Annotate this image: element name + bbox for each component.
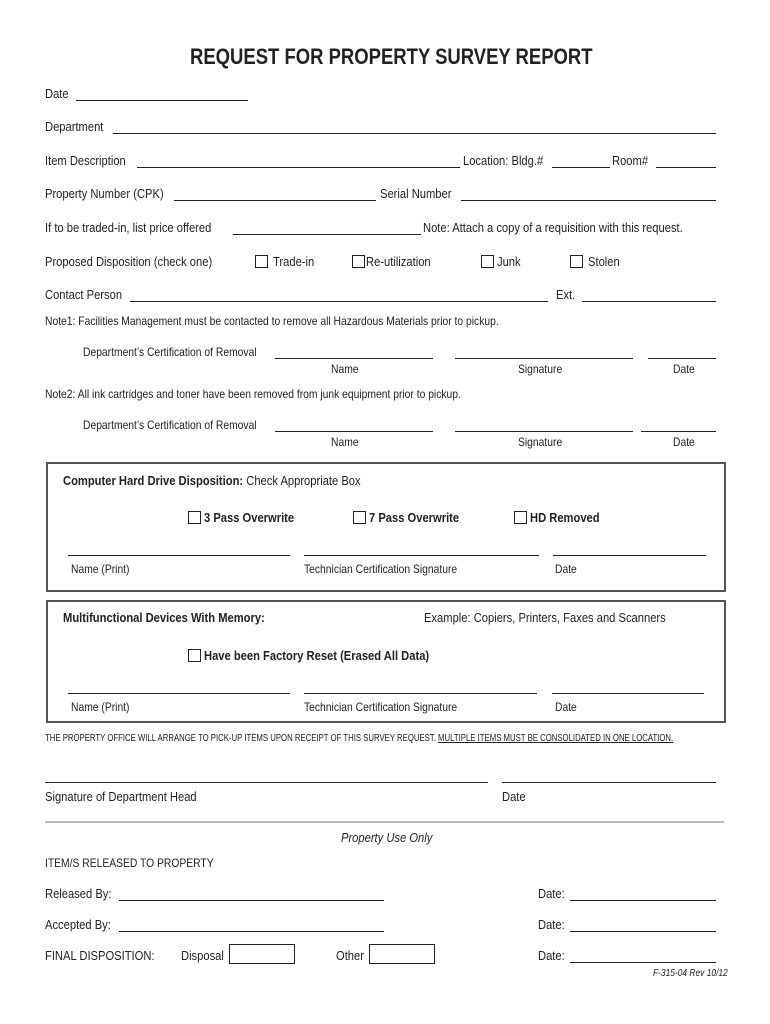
accepted-by-field[interactable]: [119, 931, 384, 932]
factory-reset-label: Have been Factory Reset (Erased All Data): [204, 648, 430, 663]
other-label: Other: [336, 948, 364, 963]
accepted-by-label: Accepted By:: [45, 917, 111, 932]
property-number-label: Property Number (CPK): [45, 186, 164, 201]
junk-label: Junk: [497, 254, 521, 269]
hard-drive-subheading: Check Appropriate Box: [246, 473, 361, 488]
attach-note: Note: Attach a copy of a requisition with this request.: [423, 220, 683, 235]
ext-field[interactable]: [582, 301, 716, 302]
trade-in-checkbox[interactable]: [255, 255, 268, 268]
released-date-field[interactable]: [570, 900, 716, 901]
dept-head-date-field[interactable]: [502, 782, 716, 783]
note2-date-field[interactable]: [641, 431, 716, 432]
contact-person-field[interactable]: [130, 301, 548, 302]
proposed-disposition-label: Proposed Disposition (check one): [45, 254, 213, 269]
disposal-label: Disposal: [181, 948, 224, 963]
traded-in-label: If to be traded-in, list price offered: [45, 220, 212, 235]
stolen-label: Stolen: [588, 254, 620, 269]
re-utilization-label: Re-utilization: [366, 254, 431, 269]
property-use-only-label: Property Use Only: [341, 830, 433, 845]
junk-checkbox[interactable]: [481, 255, 494, 268]
dept-head-date-caption: Date: [502, 789, 526, 804]
note2-cert-label: Department’s Certification of Removal: [83, 418, 257, 432]
dept-head-signature-caption: Signature of Department Head: [45, 789, 197, 804]
hd-name-caption: Name (Print): [71, 562, 130, 576]
mfd-signature-caption: Technician Certification Signature: [304, 700, 458, 714]
released-by-field[interactable]: [119, 900, 384, 901]
mfd-signature-field[interactable]: [304, 693, 537, 694]
released-date-label: Date:: [538, 886, 565, 901]
bldg-field[interactable]: [552, 167, 610, 168]
final-disposition-label: FINAL DISPOSITION:: [45, 948, 155, 963]
location-label: Location: Bldg.#: [463, 153, 544, 168]
serial-number-field[interactable]: [461, 200, 716, 201]
released-by-label: Released By:: [45, 886, 112, 901]
note2-signature-field[interactable]: [455, 431, 633, 432]
note2-name-field[interactable]: [275, 431, 433, 432]
note1-date-caption: Date: [673, 362, 695, 376]
form-number: F-315-04 Rev 10/12: [653, 967, 728, 979]
department-field[interactable]: [113, 133, 716, 134]
note1-text: Note1: Facilities Management must be contacted to remove all Hazardous Materials prior to pickup.: [45, 314, 499, 328]
pickup-notice-underlined: MULTIPLE ITEMS MUST BE CONSOLIDATED IN ONE LOCATION.: [438, 732, 674, 744]
mfd-name-field[interactable]: [68, 693, 290, 694]
note1-cert-label: Department’s Certification of Removal: [83, 345, 257, 359]
final-date-field[interactable]: [570, 962, 716, 963]
dept-head-signature-field[interactable]: [45, 782, 488, 783]
note1-name-caption: Name: [331, 362, 359, 376]
date-field[interactable]: [76, 100, 248, 101]
note1-name-field[interactable]: [275, 358, 433, 359]
3-pass-overwrite-label: 3 Pass Overwrite: [204, 510, 295, 525]
room-label: Room#: [612, 153, 649, 168]
trade-in-label: Trade-in: [273, 254, 315, 269]
mfd-heading: Multifunctional Devices With Memory:: [63, 610, 265, 625]
accepted-date-label: Date:: [538, 917, 565, 932]
note1-signature-caption: Signature: [518, 362, 563, 376]
hd-name-field[interactable]: [68, 555, 290, 556]
department-label: Department: [45, 119, 104, 134]
other-box[interactable]: [369, 944, 435, 964]
note2-name-caption: Name: [331, 435, 359, 449]
note2-signature-caption: Signature: [518, 435, 563, 449]
7-pass-overwrite-label: 7 Pass Overwrite: [369, 510, 460, 525]
note2-date-caption: Date: [673, 435, 695, 449]
hd-removed-label: HD Removed: [530, 510, 600, 525]
item-description-label: Item Description: [45, 153, 126, 168]
date-label: Date: [45, 86, 69, 101]
page-title: REQUEST FOR PROPERTY SURVEY REPORT: [190, 44, 593, 69]
property-number-field[interactable]: [174, 200, 376, 201]
pickup-notice: [45, 732, 673, 744]
3-pass-overwrite-checkbox[interactable]: [188, 511, 201, 524]
note2-text: Note2: All ink cartridges and toner have been removed from junk equipment prior to pickup.: [45, 387, 461, 401]
mfd-example: Example: Copiers, Printers, Faxes and Scanners: [424, 610, 666, 625]
mfd-date-field[interactable]: [552, 693, 704, 694]
contact-person-label: Contact Person: [45, 287, 123, 302]
hd-date-caption: Date: [555, 562, 577, 576]
hd-signature-caption: Technician Certification Signature: [304, 562, 458, 576]
mfd-name-caption: Name (Print): [71, 700, 130, 714]
disposal-box[interactable]: [229, 944, 295, 964]
7-pass-overwrite-checkbox[interactable]: [353, 511, 366, 524]
hard-drive-heading-bold: Computer Hard Drive Disposition:: [63, 473, 244, 488]
hd-signature-field[interactable]: [304, 555, 539, 556]
final-date-label: Date:: [538, 948, 565, 963]
factory-reset-checkbox[interactable]: [188, 649, 201, 662]
traded-in-field[interactable]: [233, 234, 421, 235]
re-utilization-checkbox[interactable]: [352, 255, 365, 268]
accepted-date-field[interactable]: [570, 931, 716, 932]
mfd-date-caption: Date: [555, 700, 577, 714]
serial-number-label: Serial Number: [380, 186, 452, 201]
released-heading: ITEM/S RELEASED TO PROPERTY: [45, 856, 214, 870]
item-description-field[interactable]: [137, 167, 460, 168]
hd-removed-checkbox[interactable]: [514, 511, 527, 524]
note1-date-field[interactable]: [648, 358, 716, 359]
pickup-notice-text: THE PROPERTY OFFICE WILL ARRANGE TO PICK-UP ITEMS UPON RECEIPT OF THIS SURVEY REQUEST.: [45, 732, 436, 744]
note1-signature-field[interactable]: [455, 358, 633, 359]
hd-date-field[interactable]: [553, 555, 706, 556]
hard-drive-heading: [63, 473, 361, 489]
ext-label: Ext.: [556, 287, 576, 302]
section-divider: [45, 821, 724, 823]
room-field[interactable]: [656, 167, 716, 168]
stolen-checkbox[interactable]: [570, 255, 583, 268]
